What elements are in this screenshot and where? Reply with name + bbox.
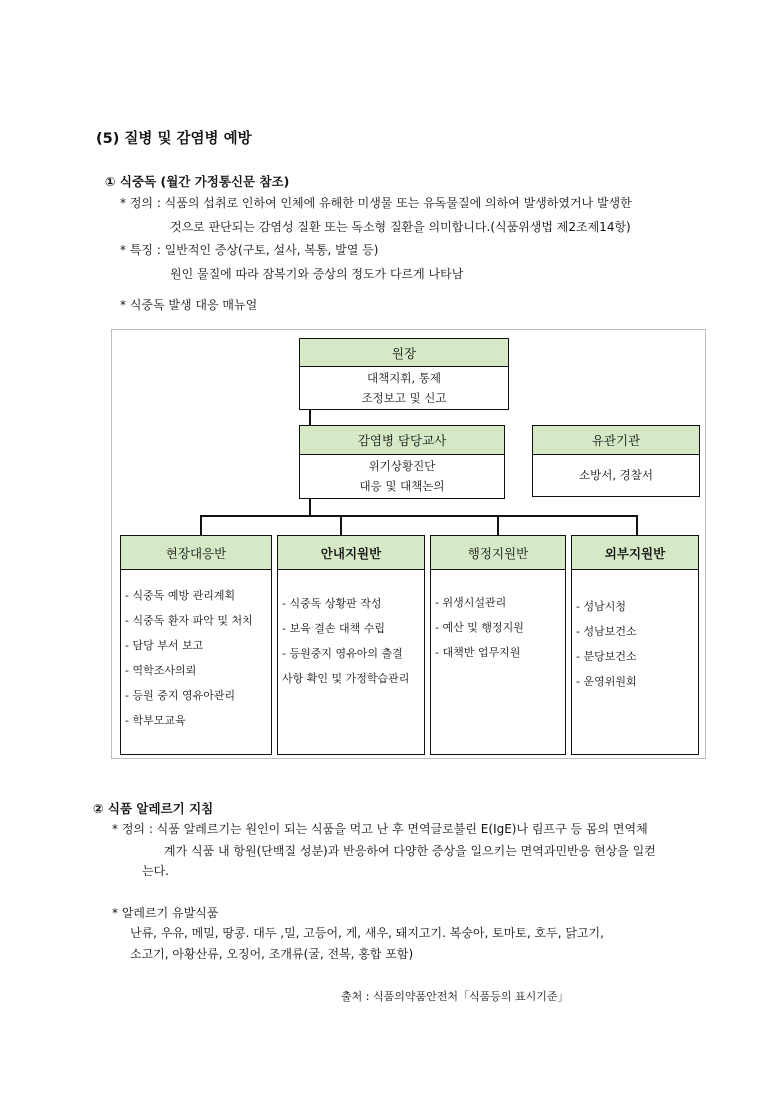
source-citation: 출처 : 식품의약품안전처「식품등의 표시기준」 [341, 990, 569, 1003]
team-field-item-4: - 역학조사의뢰 [125, 664, 197, 677]
connector-bus [200, 515, 637, 517]
director-duty-1: 대책지휘, 통제 [367, 370, 441, 385]
teacher-box [299, 425, 505, 499]
food-poisoning-heading: ① 식중독 (월간 가정통신문 참조) [105, 174, 290, 189]
team-field-item-5: - 등원 중지 영유아관리 [125, 689, 236, 702]
food-poisoning-definition-line2: 것으로 판단되는 감염성 질환 또는 독소형 질환을 의미합니다.(식품위생법 제2조제14항) [170, 220, 631, 234]
allergy-foods-line1: 난류, 우유, 메밀, 땅콩. 대두 ,밀, 고등어, 게, 새우, 돼지고기. 복숭아, 토마토, 호두, 닭고기, [130, 926, 604, 940]
allergy-definition-line2: 계가 식품 내 항원(단백질 성분)과 반응하여 다양한 증상을 일으키는 면역과민반응 현상을 일컫 [164, 844, 656, 858]
team-admin-support [430, 535, 566, 755]
team-field-item-6: - 학부모교육 [125, 714, 186, 727]
connector-team4 [636, 515, 638, 535]
team-guidance-item-3: - 등원중지 영유아의 출결 [282, 647, 403, 660]
team-field-item-1: - 식중독 예방 관리계획 [125, 589, 236, 602]
related-agency-title: 유관기관 [533, 426, 699, 455]
team-admin-item-2: - 예산 및 행정지원 [435, 621, 524, 634]
related-agency-item: 소방서, 경찰서 [579, 468, 653, 482]
team-field-response-title: 현장대응반 [121, 536, 271, 570]
team-guidance-item-2: - 보육 결손 대책 수립 [282, 622, 385, 635]
director-box [299, 338, 509, 410]
section-title: (5) 질병 및 감염병 예방 [96, 131, 252, 147]
team-guidance-item-4: 사항 확인 및 가정학습관리 [282, 672, 410, 685]
teacher-title: 감염병 담당교사 [300, 426, 504, 455]
teacher-duty-1: 위기상황진단 [368, 459, 436, 473]
connector-director-teacher [309, 410, 311, 425]
teacher-duty-2: 대응 및 대책논의 [359, 479, 445, 493]
team-external-item-3: - 분당보건소 [576, 650, 637, 663]
allergy-foods-label: * 알레르기 유발식품 [112, 906, 219, 920]
org-chart [111, 329, 706, 759]
team-guidance-title: 안내지원반 [278, 536, 424, 570]
food-poisoning-definition-line1: * 정의 : 식품의 섭취로 인하여 인체에 유해한 미생물 또는 유독물질에 의하여 발생하였거나 발생한 [120, 196, 632, 210]
team-field-item-3: - 담당 부서 보고 [125, 639, 204, 652]
food-poisoning-feature-line1: * 특징 : 일반적인 증상(구토, 설사, 복통, 발열 등) [120, 243, 379, 257]
team-external-support [571, 535, 699, 755]
food-poisoning-feature-line2: 원인 물질에 따라 잠복기와 증상의 정도가 다르게 나타남 [170, 267, 464, 281]
director-duty-2: 조정보고 및 신고 [361, 390, 447, 405]
team-external-item-1: - 성남시청 [576, 600, 626, 613]
team-external-title: 외부지원반 [572, 536, 698, 570]
director-title: 원장 [300, 339, 508, 367]
team-admin-item-1: - 위생시설관리 [435, 596, 507, 609]
team-external-item-4: - 운영위원회 [576, 675, 637, 688]
allergy-definition-line3: 는다. [142, 864, 169, 878]
team-field-item-2: - 식중독 환자 파악 및 처치 [125, 614, 253, 627]
related-agency-box [532, 425, 700, 497]
team-external-item-2: - 성남보건소 [576, 625, 637, 638]
team-field-response [120, 535, 272, 755]
connector-team3 [497, 515, 499, 535]
connector-team1 [200, 515, 202, 535]
team-guidance-item-1: - 식중독 상황판 작성 [282, 597, 382, 610]
allergy-definition-line1: * 정의 : 식품 알레르기는 원인이 되는 식품을 먹고 난 후 면역글로불린 E(IgE)나 림프구 등 몸의 면역체 [112, 822, 648, 836]
allergy-heading: ② 식품 알레르기 지침 [93, 801, 214, 816]
team-guidance-support [277, 535, 425, 755]
connector-team2 [340, 515, 342, 535]
allergy-foods-line2: 소고기, 아황산류, 오징어, 조개류(굴, 전복, 홍합 포함) [130, 947, 414, 961]
team-admin-item-3: - 대책반 업무지원 [435, 646, 521, 659]
response-manual-label: * 식중독 발생 대응 매뉴얼 [120, 298, 258, 312]
team-admin-title: 행정지원반 [431, 536, 565, 570]
